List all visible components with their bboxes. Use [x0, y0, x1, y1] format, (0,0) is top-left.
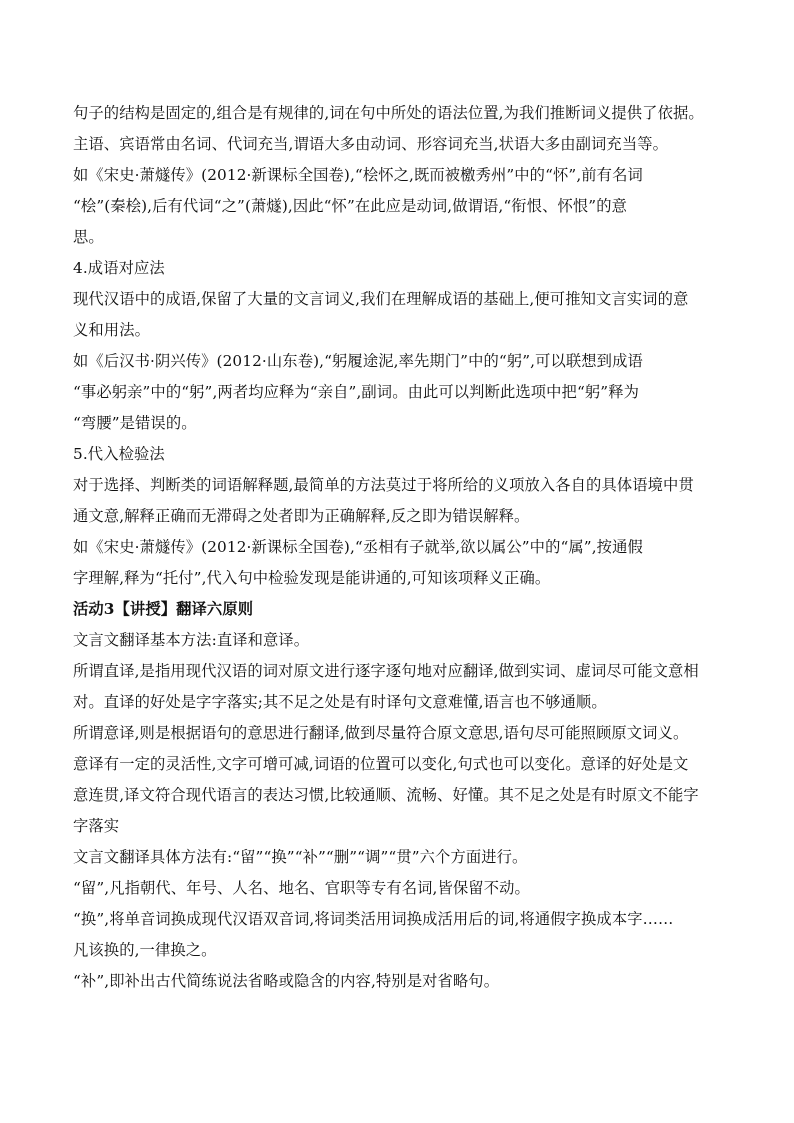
body-text-line: 凡该换的,一律换之。: [73, 941, 217, 959]
body-text-line: 如《后汉书·阴兴传》(2012·山东卷),“躬履途泥,率先期门”中的“躬”,可以联想到成语: [73, 352, 643, 370]
body-text-line: “事必躬亲”中的“躬”,两者均应释为“亲自”,副词。由此可以判断此选项中把“躬”释为: [73, 383, 639, 401]
body-text-line: 如《宋史·萧燧传》(2012·新课标全国卷),“丞相有子就举,欲以属公”中的“属”,按通假: [73, 538, 643, 556]
document-body: [73, 98, 733, 997]
section-heading: 5.代入检验法: [73, 445, 165, 463]
body-text-line: 句子的结构是固定的,组合是有规律的,词在句中所处的语法位置,为我们推断词义提供了依据。: [73, 104, 704, 122]
section-heading: 4.成语对应法: [73, 259, 165, 277]
body-text-line: “补”,即补出古代简练说法省略或隐含的内容,特别是对省略句。: [73, 972, 500, 990]
body-text-line: “换”,将单音词换成现代汉语双音词,将词类活用词换成活用后的词,将通假字换成本字……: [73, 910, 674, 928]
body-text-line: “桧”(秦桧),后有代词“之”(萧燧),因此“怀”在此应是动词,做谓语,“衔恨、怀恨”的意: [73, 197, 627, 215]
body-text-line: 如《宋史·萧燧传》(2012·新课标全国卷),“桧怀之,既而被檄秀州”中的“怀”,前有名词: [73, 166, 643, 184]
body-text-line: 所谓意译,则是根据语句的意思进行翻译,做到尽量符合原文意思,语句尽可能照顾原文词义。: [73, 724, 689, 742]
activity-heading: 活动3【讲授】翻译六原则: [73, 600, 254, 618]
body-text-line: 思。: [73, 228, 104, 246]
body-text-line: “留”,凡指朝代、年号、人名、地名、官职等专有名词,皆保留不动。: [73, 879, 530, 897]
body-text-line: 字理解,释为“托付”,代入句中检验发现是能讲通的,可知该项释义正确。: [73, 569, 551, 587]
body-text-line: 文言文翻译基本方法:直译和意译。: [73, 631, 310, 649]
body-text-line: “弯腰”是错误的。: [73, 414, 197, 432]
body-text-line: 文言文翻译具体方法有:“留”“换”“补”“删”“调”“贯”六个方面进行。: [73, 848, 528, 866]
body-text-line: 所谓直译,是指用现代汉语的词对原文进行逐字逐句地对应翻译,做到实词、虚词尽可能文意相: [73, 662, 699, 680]
body-text-line: 意连贯,译文符合现代语言的表达习惯,比较通顺、流畅、好懂。其不足之处是有时原文不能字: [73, 786, 699, 804]
body-text-line: 主语、宾语常由名词、代词充当,谓语大多由动词、形容词充当,状语大多由副词充当等。: [73, 135, 669, 153]
body-text-line: 现代汉语中的成语,保留了大量的文言词义,我们在理解成语的基础上,便可推知文言实词的意: [73, 290, 689, 308]
body-text-line: 意译有一定的灵活性,文字可增可减,词语的位置可以变化,句式也可以变化。意译的好处是文: [73, 755, 689, 773]
body-text-line: 对。直译的好处是字字落实;其不足之处是有时译句文意难懂,语言也不够通顺。: [73, 693, 607, 711]
body-text-line: 义和用法。: [73, 321, 150, 339]
body-text-line: 对于选择、判断类的词语解释题,最简单的方法莫过于将所给的义项放入各自的具体语境中贯: [73, 476, 694, 494]
body-text-line: 字落实: [73, 817, 120, 835]
body-text-line: 通文意,解释正确而无滞碍之处者即为正确解释,反之即为错误解释。: [73, 507, 530, 525]
